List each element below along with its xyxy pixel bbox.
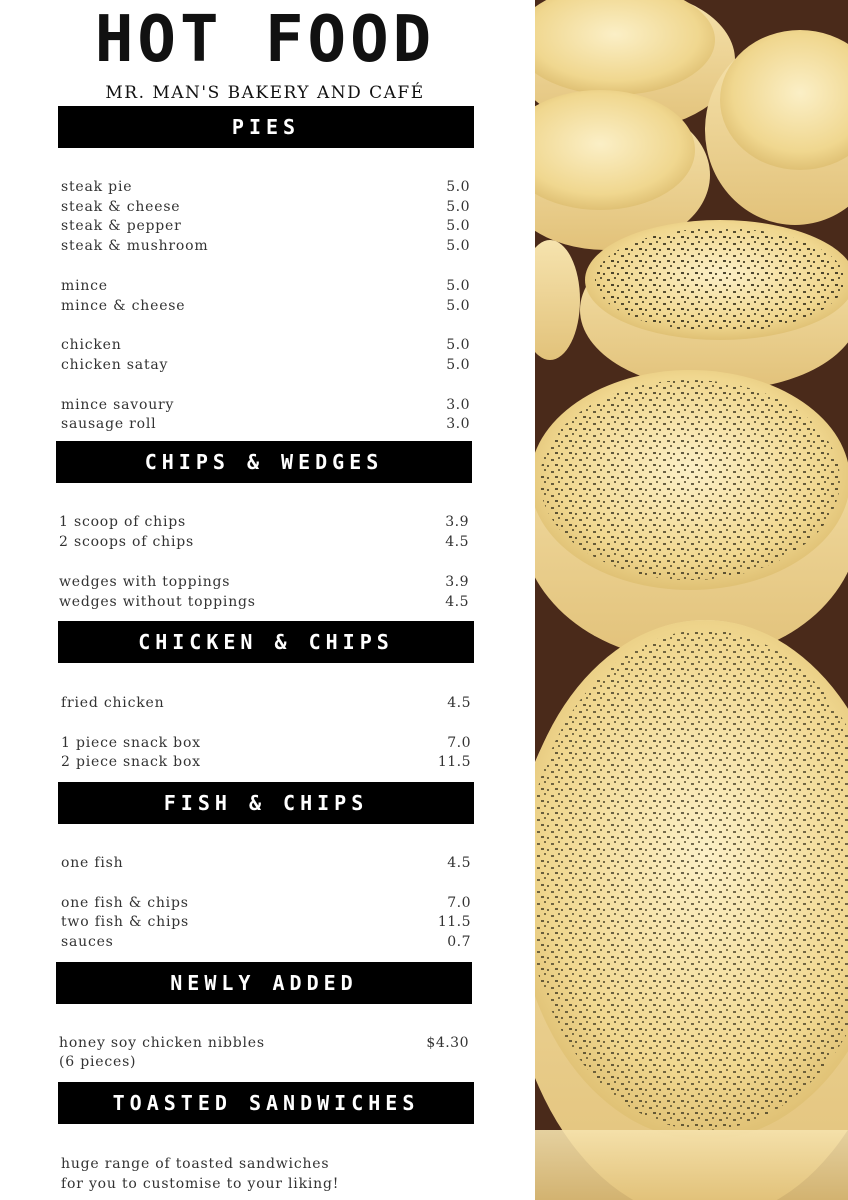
sandwiches-description-line2: for you to customise to your liking! <box>61 1176 340 1192</box>
item-price: 5.0 <box>446 218 470 234</box>
list-item: steak & pepper <box>61 218 182 234</box>
section-heading-pies: PIES <box>58 106 474 148</box>
item-price: 7.0 <box>447 895 471 911</box>
list-item: honey soy chicken nibbles <box>59 1035 265 1051</box>
item-price: $4.30 <box>426 1035 469 1051</box>
list-item: wedges with toppings <box>59 574 231 590</box>
list-item: steak pie <box>61 179 133 195</box>
section-heading-newly-added: NEWLY ADDED <box>56 962 472 1004</box>
list-item: mince savoury <box>61 397 175 413</box>
pies-photo <box>535 0 848 1200</box>
list-item: chicken satay <box>61 357 169 373</box>
item-price: 5.0 <box>446 238 470 254</box>
item-price: 4.5 <box>445 534 469 550</box>
sandwiches-description-line1: huge range of toasted sandwiches <box>61 1156 330 1172</box>
list-item: one fish & chips <box>61 895 189 911</box>
list-item: 2 piece snack box <box>61 754 201 770</box>
item-price: 5.0 <box>446 357 470 373</box>
section-heading-chicken-chips: CHICKEN & CHIPS <box>58 621 474 663</box>
list-item: fried chicken <box>61 695 165 711</box>
item-price: 5.0 <box>446 298 470 314</box>
list-item: 1 piece snack box <box>61 735 201 751</box>
list-item: 2 scoops of chips <box>59 534 194 550</box>
item-price: 5.0 <box>446 278 470 294</box>
list-item: steak & mushroom <box>61 238 209 254</box>
list-item: mince & cheese <box>61 298 186 314</box>
item-price: 5.0 <box>446 179 470 195</box>
item-price: 4.5 <box>447 695 471 711</box>
item-price: 5.0 <box>446 199 470 215</box>
item-price: 4.5 <box>447 855 471 871</box>
list-item: sausage roll <box>61 416 157 432</box>
item-price: 11.5 <box>437 914 471 930</box>
item-price: 3.9 <box>445 574 469 590</box>
list-item-detail: (6 pieces) <box>59 1054 137 1070</box>
list-item: 1 scoop of chips <box>59 514 186 530</box>
item-price: 3.0 <box>446 397 470 413</box>
item-price: 5.0 <box>446 337 470 353</box>
list-item: sauces <box>61 934 114 950</box>
page-title: HOT FOOD <box>94 3 436 77</box>
list-item: mince <box>61 278 108 294</box>
section-heading-toasted-sandwiches: TOASTED SANDWICHES <box>58 1082 474 1124</box>
item-price: 3.0 <box>446 416 470 432</box>
list-item: two fish & chips <box>61 914 189 930</box>
section-heading-fish-chips: FISH & CHIPS <box>58 782 474 824</box>
item-price: 3.9 <box>445 514 469 530</box>
section-heading-chips-wedges: CHIPS & WEDGES <box>56 441 472 483</box>
item-price: 0.7 <box>447 934 471 950</box>
list-item: chicken <box>61 337 122 353</box>
item-price: 11.5 <box>437 754 471 770</box>
item-price: 7.0 <box>447 735 471 751</box>
list-item: steak & cheese <box>61 199 181 215</box>
bakery-name: MR. MAN'S BAKERY AND CAFÉ <box>105 83 425 103</box>
item-price: 4.5 <box>445 594 469 610</box>
list-item: wedges without toppings <box>59 594 256 610</box>
list-item: one fish <box>61 855 124 871</box>
